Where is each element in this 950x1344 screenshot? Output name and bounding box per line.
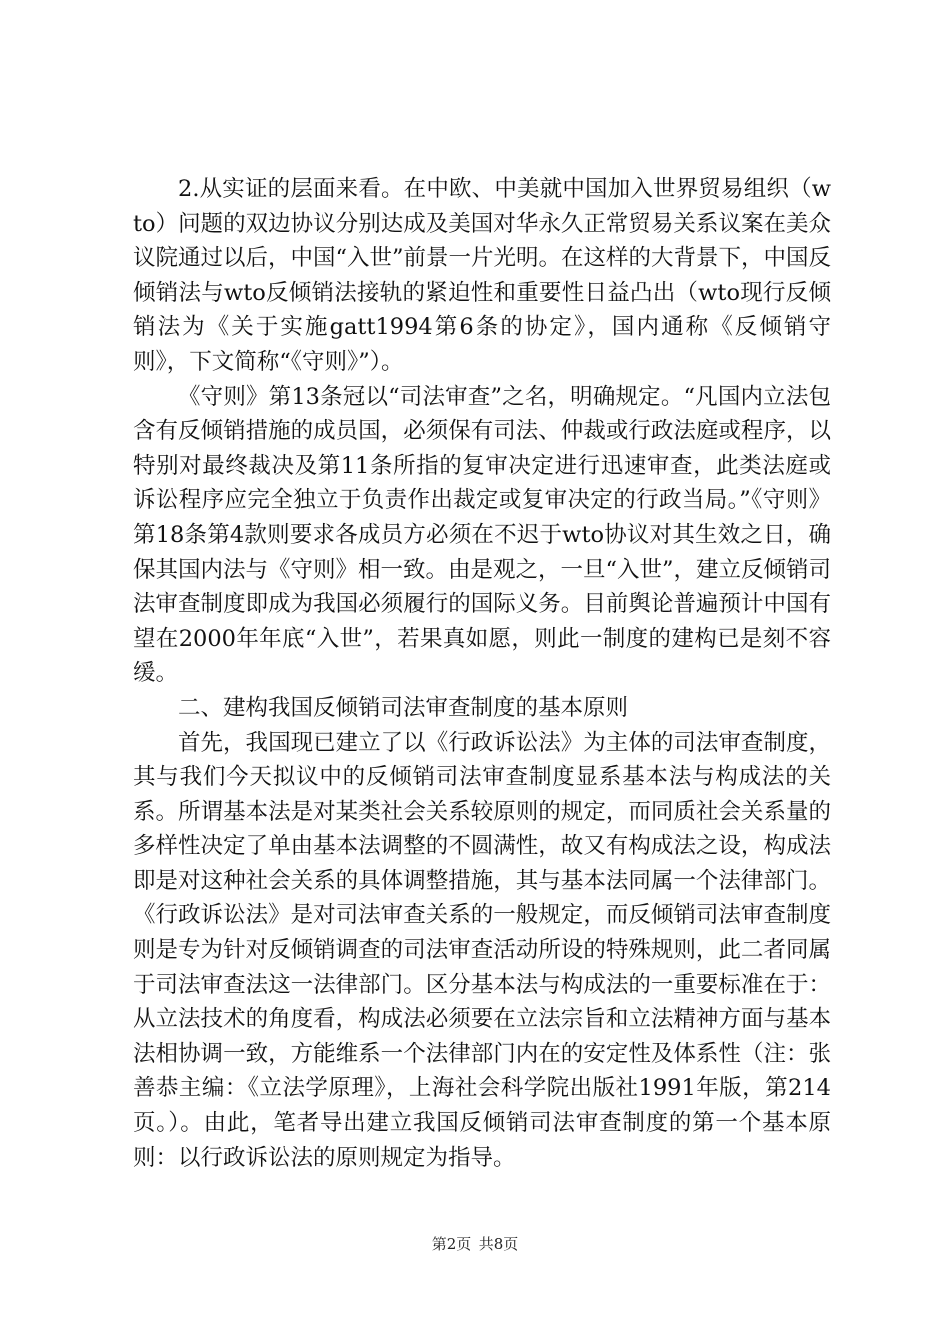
section-heading: 二、建构我国反倾销司法审查制度的基本原则 <box>178 694 629 721</box>
page-footer <box>0 1234 950 1254</box>
document-body <box>133 172 831 1175</box>
paragraph-empirical: 2.从实证的层面来看。在中欧、中美就中国加入世界贸易组织（wto）问题的双边协议分别达成及美国对华永久正常贸易关系议案在美众议院通过以后，中国“入世”前景一片光明。在这样的大背景下，中国反倾销法与wto反倾销法接轨的紧迫性和重要性日益凸出（wto现行反倾销法为《关于实施gatt1994第6条的协定》，国内通称《反倾销守则》，下文简称“《守则》”）。 <box>133 176 832 375</box>
paragraph-rules-article-13: 《守则》第13条冠以“司法审查”之名，明确规定。“凡国内立法包含有反倾销措施的成员国，必须保有司法、仲裁或行政法庭或程序，以特别对最终裁决及第11条所指的复审决定进行迅速审查，此类法庭或诉讼程序应完全独立于负责作出裁定或复审决定的行政当局。”《守则》第18条第4款则要求各成员方必须在不迟于wto协议对其生效之日，确保其国内法与《守则》相一致。由是观之，一旦“入世”，建立反倾销司法审查制度即成为我国必须履行的国际义务。目前舆论普遍预计中国有望在2000年年底“入世”，若果真如愿，则此一制度的建构已是刻不容缓。 <box>133 383 832 687</box>
page-number: 第2页 <box>431 1235 472 1253</box>
page-total: 共8页 <box>478 1235 519 1253</box>
paragraph-first-principle: 首先，我国现已建立了以《行政诉讼法》为主体的司法审查制度，其与我们今天拟议中的反倾销司法审查制度显系基本法与构成法的关系。所谓基本法是对某类社会关系较原则的规定，而同质社会关系量的多样性决定了单由基本法调整的不圆满性，故又有构成法之设，构成法即是对这种社会关系的具体调整措施，其与基本法同属一个法律部门。《行政诉讼法》是对司法审查关系的一般规定，而反倾销司法审查制度则是专为针对反倾销调查的司法审查活动所设的特殊规则，此二者同属于司法审查法这一法律部门。区分基本法与构成法的一重要标准在于：从立法技术的角度看，构成法必须要在立法宗旨和立法精神方面与基本法相协调一致，方能维系一个法律部门内在的安定性及体系性（注：张善恭主编：《立法学原理》，上海社会科学院出版社1991年版，第214页。）。由此，笔者导出建立我国反倾销司法审查制度的第一个基本原则：以行政诉讼法的原则规定为指导。 <box>133 729 831 1171</box>
